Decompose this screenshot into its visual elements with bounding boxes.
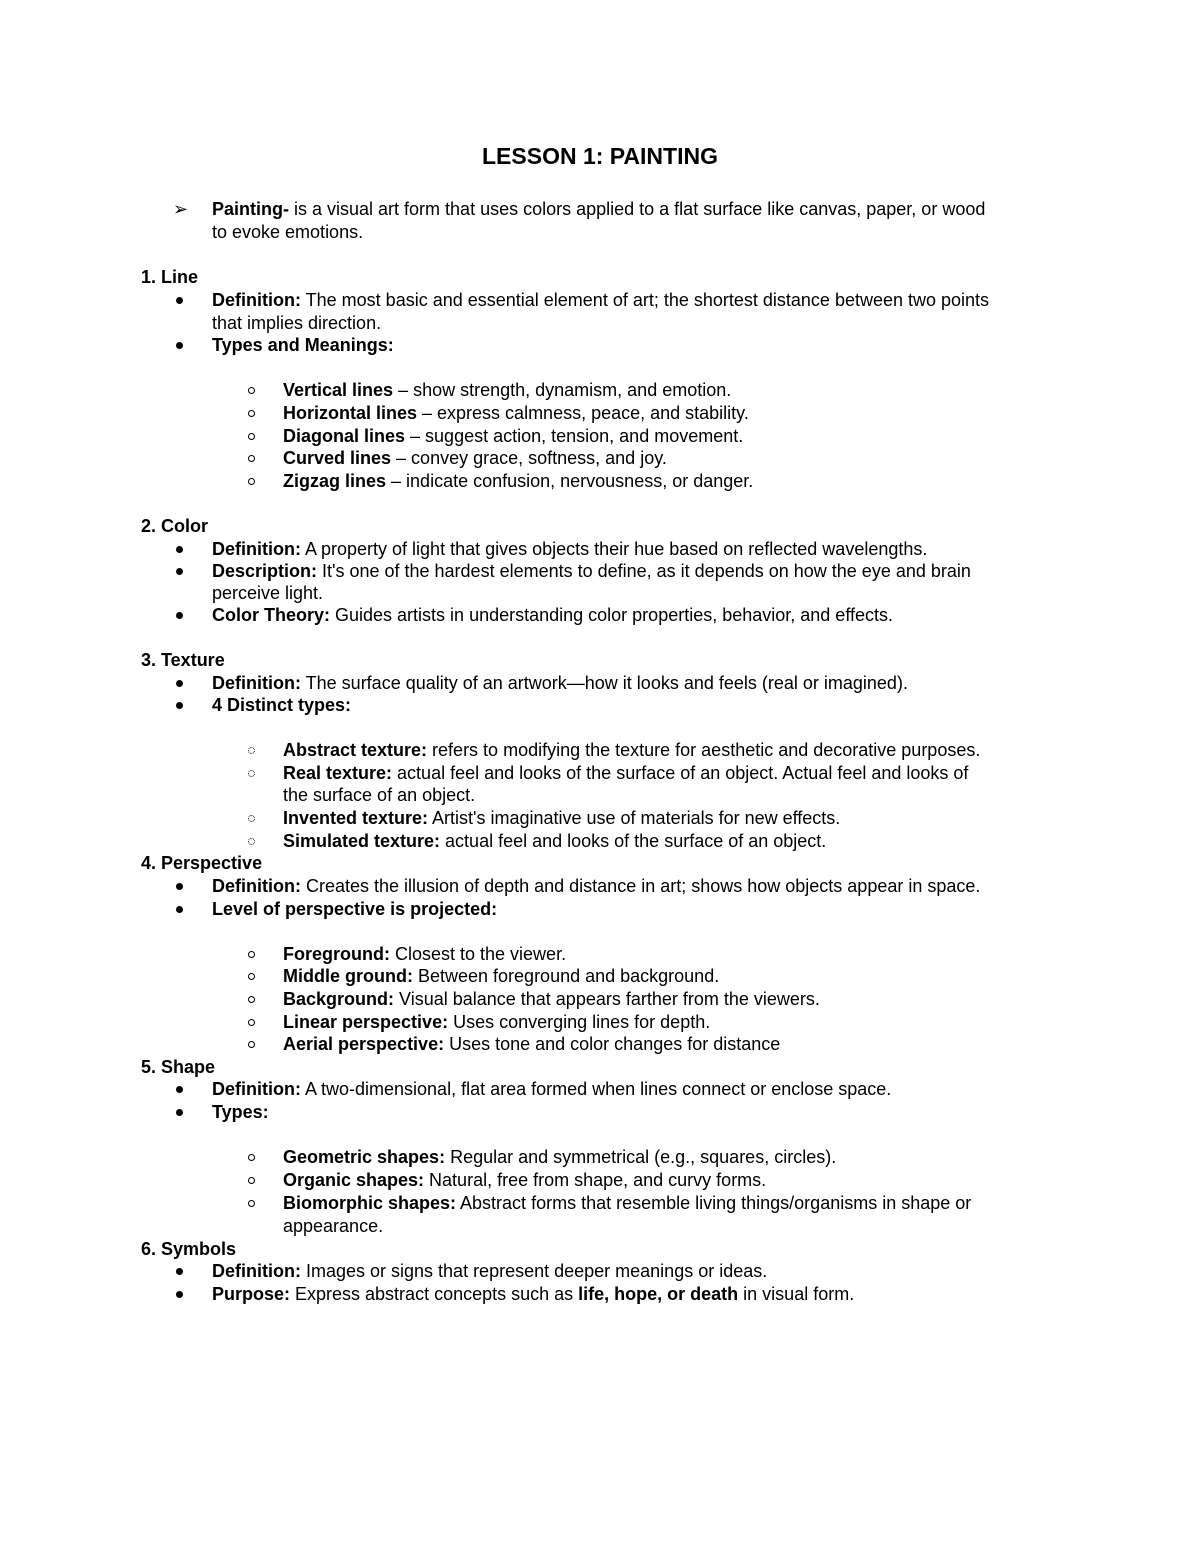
list-item: Vertical lines – show strength, dynamism, and emotion.	[283, 380, 732, 400]
list-item-continued: appearance.	[283, 1216, 384, 1236]
bullet-icon	[176, 672, 183, 695]
bullet-icon	[176, 1283, 183, 1306]
hollow-bullet-icon	[248, 1146, 255, 1169]
hollow-bullet-icon	[248, 1192, 255, 1215]
list-item-continued: the surface of an object.	[283, 785, 476, 805]
list-item: Abstract texture: refers to modifying the texture for aesthetic and decorative purposes.	[283, 740, 981, 760]
intro-line: Painting- is a visual art form that uses colors applied to a flat surface like canvas, paper, or wood	[212, 199, 986, 219]
color-theory: Color Theory: Guides artists in understanding color properties, behavior, and effects.	[212, 605, 894, 625]
page-title: LESSON 1: PAINTING	[482, 143, 718, 169]
list-item: Simulated texture: actual feel and looks of the surface of an object.	[283, 831, 827, 851]
hollow-bullet-icon	[248, 1169, 255, 1192]
list-item: Middle ground: Between foreground and background.	[283, 966, 720, 986]
bullet-icon	[176, 1078, 183, 1101]
list-item: Horizontal lines – express calmness, peace, and stability.	[283, 403, 749, 423]
section-heading-line: 1. Line	[141, 267, 199, 287]
hollow-bullet-icon	[248, 425, 255, 448]
section-heading-symbols: 6. Symbols	[141, 1239, 237, 1259]
list-item: Linear perspective: Uses converging lines for depth.	[283, 1012, 711, 1032]
bullet-icon	[176, 334, 183, 357]
bullet-icon	[176, 1260, 183, 1283]
bullet-icon	[176, 560, 183, 583]
hollow-bullet-icon	[248, 965, 255, 988]
line-types-label: Types and Meanings:	[212, 335, 394, 355]
hollow-bullet-icon	[248, 402, 255, 425]
perspective-definition: Definition: Creates the illusion of depth and distance in art; shows how objects appear in space.	[212, 876, 981, 896]
bullet-icon	[176, 538, 183, 561]
section-heading-texture: 3. Texture	[141, 650, 225, 670]
shape-types-label: Types:	[212, 1102, 269, 1122]
list-item: Zigzag lines – indicate confusion, nervousness, or danger.	[283, 471, 754, 491]
hollow-bullet-icon	[248, 379, 255, 402]
arrow-bullet-icon: ➢	[173, 199, 189, 219]
hollow-bullet-icon	[248, 1033, 255, 1056]
bullet-icon	[176, 289, 183, 312]
list-item: Background: Visual balance that appears farther from the viewers.	[283, 989, 820, 1009]
texture-types-label: 4 Distinct types:	[212, 695, 352, 715]
texture-definition: Definition: The surface quality of an artwork—how it looks and feels (real or imagined).	[212, 673, 908, 693]
hollow-bullet-icon	[248, 943, 255, 966]
list-item: Organic shapes: Natural, free from shape, and curvy forms.	[283, 1170, 767, 1190]
dotted-bullet-icon	[248, 739, 255, 762]
dotted-bullet-icon	[248, 830, 255, 853]
bullet-icon	[176, 1101, 183, 1124]
hollow-bullet-icon	[248, 988, 255, 1011]
list-item: Foreground: Closest to the viewer.	[283, 944, 567, 964]
symbols-definition: Definition: Images or signs that represent deeper meanings or ideas.	[212, 1261, 768, 1281]
perspective-level-label: Level of perspective is projected:	[212, 899, 498, 919]
list-item: Invented texture: Artist's imaginative use of materials for new effects.	[283, 808, 841, 828]
shape-definition: Definition: A two-dimensional, flat area formed when lines connect or enclose space.	[212, 1079, 892, 1099]
hollow-bullet-icon	[248, 447, 255, 470]
bullet-icon	[176, 694, 183, 717]
intro-line-continued: to evoke emotions.	[212, 222, 364, 242]
list-item: Biomorphic shapes: Abstract forms that resemble living things/organisms in shape or	[283, 1193, 972, 1213]
bullet-icon	[176, 898, 183, 921]
list-item: Real texture: actual feel and looks of the surface of an object. Actual feel and looks of	[283, 763, 969, 783]
section-heading-color: 2. Color	[141, 516, 209, 536]
section-heading-perspective: 4. Perspective	[141, 853, 263, 873]
line-definition: Definition: The most basic and essential element of art; the shortest distance between two points	[212, 290, 990, 310]
color-description-continued: perceive light.	[212, 583, 324, 603]
color-description: Description: It's one of the hardest elements to define, as it depends on how the eye and brain	[212, 561, 971, 581]
dotted-bullet-icon	[248, 807, 255, 830]
list-item: Diagonal lines – suggest action, tension, and movement.	[283, 426, 744, 446]
section-heading-shape: 5. Shape	[141, 1057, 216, 1077]
hollow-bullet-icon	[248, 470, 255, 493]
list-item: Geometric shapes: Regular and symmetrical (e.g., squares, circles).	[283, 1147, 837, 1167]
symbols-purpose: Purpose: Express abstract concepts such as life, hope, or death in visual form.	[212, 1284, 855, 1304]
color-definition: Definition: A property of light that gives objects their hue based on reflected wavelengths.	[212, 539, 928, 559]
bullet-icon	[176, 875, 183, 898]
bullet-icon	[176, 604, 183, 627]
hollow-bullet-icon	[248, 1011, 255, 1034]
dotted-bullet-icon	[248, 762, 255, 785]
line-definition-continued: that implies direction.	[212, 313, 382, 333]
list-item: Curved lines – convey grace, softness, and joy.	[283, 448, 667, 468]
list-item: Aerial perspective: Uses tone and color changes for distance	[283, 1034, 781, 1054]
